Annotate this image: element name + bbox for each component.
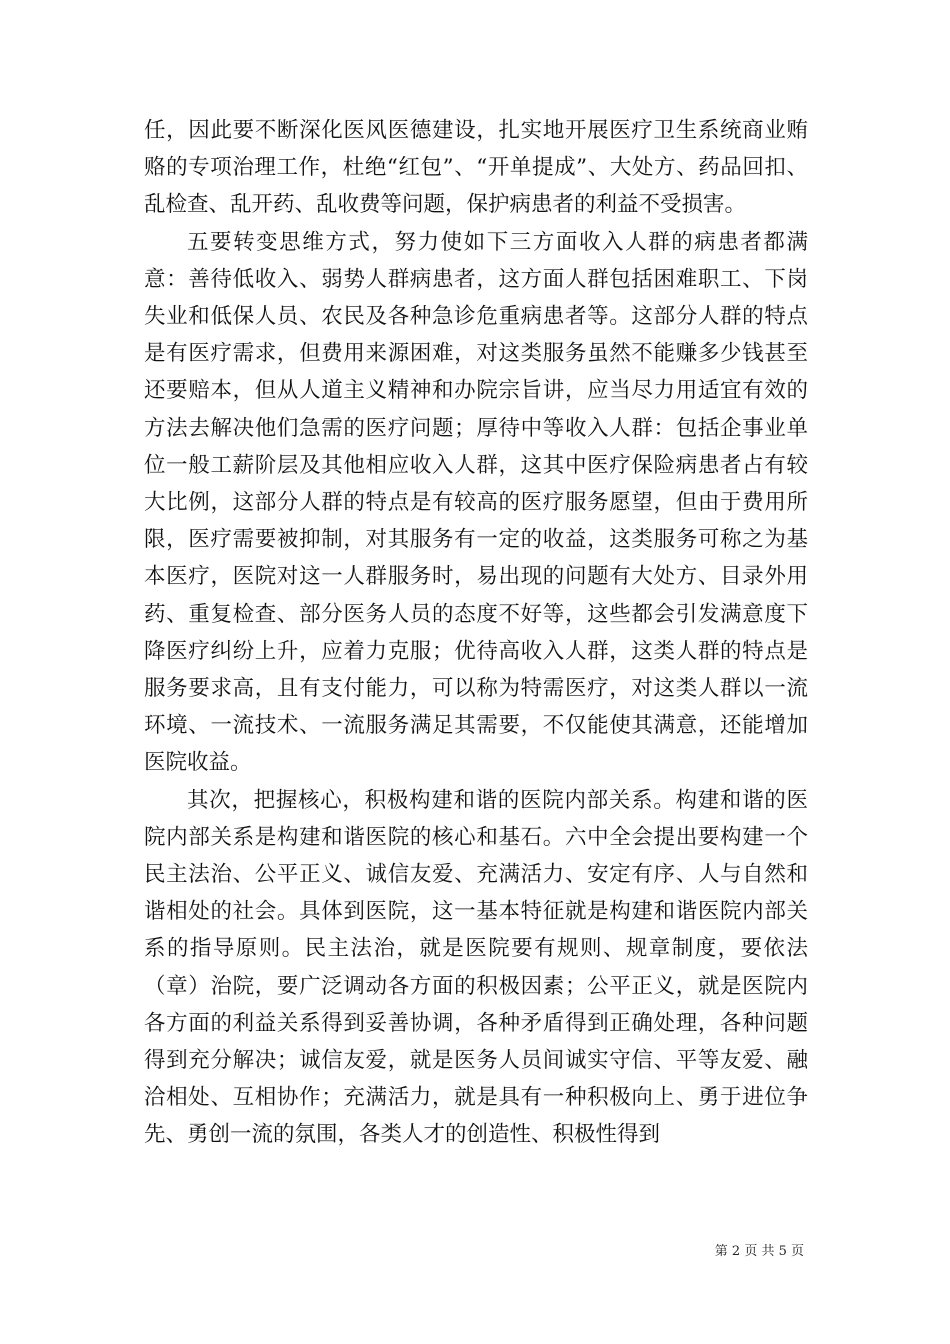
page-number-footer: 第 2 页 共 5 页 (714, 1244, 804, 1259)
paragraph-continuation: 任，因此要不断深化医风医德建设，扎实地开展医疗卫生系统商业贿赂的专项治理工作，杜绝“红包”、“开单提成”、大处方、药品回扣、乱检查、乱开药、乱收费等问题，保护病患者的利益不受损害。 (144, 118, 808, 218)
document-body (144, 112, 808, 1154)
paragraph-five-thinking-modes: 五要转变思维方式，努力使如下三方面收入人群的病患者都满意：善待低收入、弱势人群病患者，这方面人群包括困难职工、下岗失业和低保人员、农民及各种急诊危重病患者等。这部分人群的特点是有医疗需求，但费用来源困难，对这类服务虽然不能赚多少钱甚至还要赔本，但从人道主义精神和办院宗旨讲，应当尽力用适宜有效的方法去解决他们急需的医疗问题；厚待中等收入人群：包括企事业单位一般工薪阶层及其他相应收入人群，这其中医疗保险病患者占有较大比例，这部分人群的特点是有较高的医疗服务愿望，但由于费用所限，医疗需要被抑制，对其服务有一定的收益，这类服务可称之为基本医疗，医院对这一人群服务时，易出现的问题有大处方、目录外用药、重复检查、部分医务人员的态度不好等，这些都会引发满意度下降医疗纠纷上升，应着力克服；优待高收入人群，这类人群的特点是服务要求高，且有支付能力，可以称为特需医疗，对这类人群以一流环境、一流技术、一流服务满足其需要，不仅能使其满意，还能增加医院收益。 (144, 229, 808, 776)
paragraph-internal-relations: 其次，把握核心，积极构建和谐的医院内部关系。构建和谐的医院内部关系是构建和谐医院的核心和基石。六中全会提出要构建一个民主法治、公平正义、诚信友爱、充满活力、安定有序、人与自然和谐相处的社会。具体到医院，这一基本特征就是构建和谐医院内部关系的指导原则。民主法治，就是医院要有规则、规章制度，要依法（章）治院，要广泛调动各方面的积极因素；公平正义，就是医院内各方面的利益关系得到妥善协调，各种矛盾得到正确处理，各种问题得到充分解决；诚信友爱，就是医务人员间诚实守信、平等友爱、融洽相处、互相协作；充满活力，就是具有一种积极向上、勇于进位争先、勇创一流的氛围，各类人才的创造性、积极性得到 (144, 787, 808, 1148)
